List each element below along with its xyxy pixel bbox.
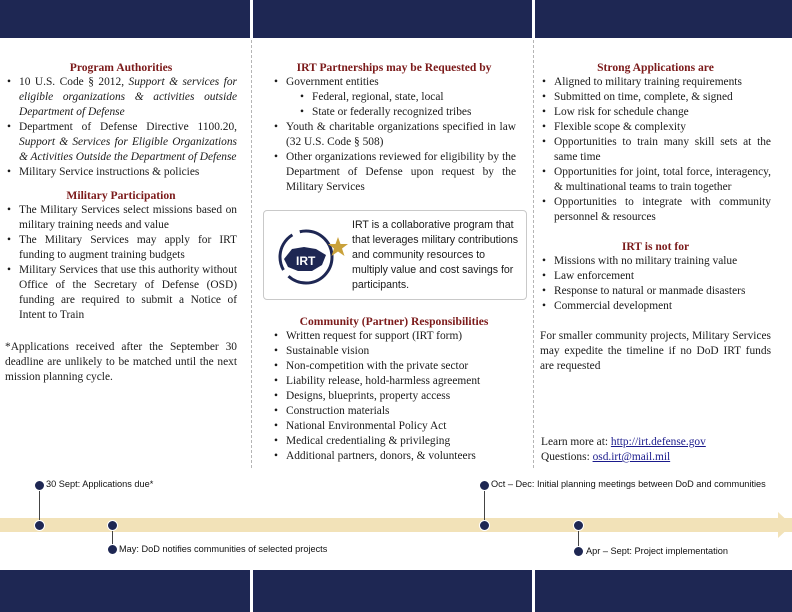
list-item: • Designs, blueprints, property access bbox=[286, 389, 516, 404]
program-authorities-heading: Program Authorities bbox=[69, 61, 173, 74]
questions-label: Questions: bbox=[541, 451, 593, 463]
list-item: • National Environmental Policy Act bbox=[286, 419, 516, 434]
sub-list-item: • State or federally recognized tribes bbox=[312, 105, 516, 120]
program-authorities-list bbox=[5, 75, 237, 180]
email-link[interactable]: osd.irt@mail.mil bbox=[592, 451, 671, 463]
item-text: Department of Defense Directive 1100.20, bbox=[19, 121, 237, 133]
partnerships-list-continued bbox=[272, 120, 516, 195]
small-projects-note: For smaller community projects, Military Services may expedite the timeline if no DoD IRT funds are requested bbox=[540, 330, 771, 372]
deadline-note: *Applications received after the September 30 deadline are unlikely to be matched until the next mission planning cycle. bbox=[5, 341, 237, 383]
fold-line bbox=[533, 40, 534, 468]
list-item: • Construction materials bbox=[286, 404, 516, 419]
logo-text: IRT bbox=[296, 254, 316, 268]
not-for-list bbox=[540, 254, 771, 314]
list-item: • Additional partners, donors, & volunteers bbox=[286, 449, 516, 464]
strong-applications-list bbox=[540, 75, 771, 225]
not-for-heading: IRT is not for bbox=[621, 240, 690, 253]
callout-text: IRT is a collaborative program that that leverages military contributions and community resources to multiply value and cost savings for participants. bbox=[352, 219, 519, 291]
list-item: • Military Services that use this authority without Office of the Secretary of Defense (OSD) funding are required to submit a Notice of Intent to Train bbox=[19, 263, 237, 323]
list-item bbox=[19, 165, 237, 180]
partnerships-heading: IRT Partnerships may be Requested by bbox=[296, 61, 492, 74]
learn-more-label: Learn more at: bbox=[541, 436, 611, 448]
learn-more-line bbox=[541, 435, 772, 450]
community-section bbox=[272, 314, 516, 464]
list-item: • Opportunities for joint, total force, interagency, & multinational teams to train together bbox=[554, 165, 771, 195]
list-item: • Opportunities to train many skill sets at the same time bbox=[554, 135, 771, 165]
list-item: • Missions with no military training value bbox=[554, 254, 771, 269]
list-item: • Submitted on time, complete, & signed bbox=[554, 90, 771, 105]
panel-divider bbox=[532, 0, 535, 38]
list-item bbox=[19, 75, 237, 120]
list-item: • Non-competition with the private sector bbox=[286, 359, 516, 374]
community-heading: Community (Partner) Responsibilities bbox=[299, 315, 489, 328]
timeline-marker bbox=[34, 480, 45, 491]
fold-line bbox=[251, 40, 252, 468]
list-item: • Sustainable vision bbox=[286, 344, 516, 359]
community-list bbox=[272, 329, 516, 464]
footer-band bbox=[0, 570, 792, 612]
sub-list-item: • Federal, regional, state, local bbox=[312, 90, 516, 105]
item-italic-text: Support & Services for Eligible Organizations & Activities Outside the Department of Defense bbox=[19, 136, 237, 163]
list-item: • Opportunities to integrate with community personnel & resources bbox=[554, 195, 771, 225]
timeline-arrowhead bbox=[778, 512, 792, 538]
list-item: • Youth & charitable organizations specified in law (32 U.S. Code § 508) bbox=[286, 120, 516, 150]
timeline-marker bbox=[573, 546, 584, 557]
header-band bbox=[0, 0, 792, 38]
timeline-marker bbox=[573, 520, 584, 531]
column-left bbox=[5, 60, 237, 385]
timeline-marker bbox=[479, 480, 490, 491]
military-participation-heading: Military Participation bbox=[66, 189, 176, 202]
list-item: • Other organizations reviewed for eligibility by the Department of Defense upon request by the Military Services bbox=[286, 150, 516, 195]
list-item: • Law enforcement bbox=[554, 269, 771, 284]
timeline-event-applications-due: 30 Sept: Applications due* bbox=[46, 479, 154, 489]
partnerships-sublist bbox=[272, 90, 516, 120]
item-italic-text: Support & services for eligible organizations & activities outside Department of Defense bbox=[19, 76, 237, 118]
list-item: • Government entities bbox=[286, 75, 516, 90]
irt-callout-box bbox=[263, 210, 527, 300]
timeline-stem bbox=[484, 485, 485, 525]
panel-divider bbox=[532, 570, 535, 612]
list-item: • Medical credentialing & privileging bbox=[286, 434, 516, 449]
item-text: 10 U.S. Code § 2012, bbox=[19, 76, 129, 88]
partnerships-list bbox=[272, 75, 516, 90]
item-text: Military Service instructions & policies bbox=[19, 166, 200, 178]
list-item: • Written request for support (IRT form) bbox=[286, 329, 516, 344]
panel-divider bbox=[250, 0, 253, 38]
timeline-event-dod-notifies: May: DoD notifies communities of selected projects bbox=[119, 544, 328, 554]
military-participation-list bbox=[5, 203, 237, 323]
list-item: • Liability release, hold-harmless agreement bbox=[286, 374, 516, 389]
questions-line bbox=[541, 450, 772, 465]
list-item: • The Military Services select missions based on military training needs and value bbox=[19, 203, 237, 233]
column-middle bbox=[272, 60, 516, 195]
strong-applications-heading: Strong Applications are bbox=[597, 61, 714, 74]
timeline-marker bbox=[479, 520, 490, 531]
list-item: • Flexible scope & complexity bbox=[554, 120, 771, 135]
contact-block bbox=[541, 435, 772, 465]
timeline-marker bbox=[107, 544, 118, 555]
website-link[interactable]: http://irt.defense.gov bbox=[610, 436, 706, 448]
list-item: • Response to natural or manmade disasters bbox=[554, 284, 771, 299]
list-item: • Low risk for schedule change bbox=[554, 105, 771, 120]
timeline-bar bbox=[0, 518, 792, 532]
list-item bbox=[19, 120, 237, 165]
timeline-marker bbox=[107, 520, 118, 531]
timeline-stem bbox=[39, 485, 40, 525]
irt-logo bbox=[272, 219, 350, 289]
panel-divider bbox=[250, 570, 253, 612]
list-item: • Commercial development bbox=[554, 299, 771, 314]
timeline-event-planning-meetings: Oct – Dec: Initial planning meetings between DoD and communities bbox=[491, 479, 766, 489]
list-item: • Aligned to military training requirements bbox=[554, 75, 771, 90]
list-item: • The Military Services may apply for IRT funding to augment training budgets bbox=[19, 233, 237, 263]
timeline-event-project-implementation: Apr – Sept: Project implementation bbox=[586, 546, 728, 556]
timeline-marker bbox=[34, 520, 45, 531]
column-right bbox=[540, 60, 771, 374]
